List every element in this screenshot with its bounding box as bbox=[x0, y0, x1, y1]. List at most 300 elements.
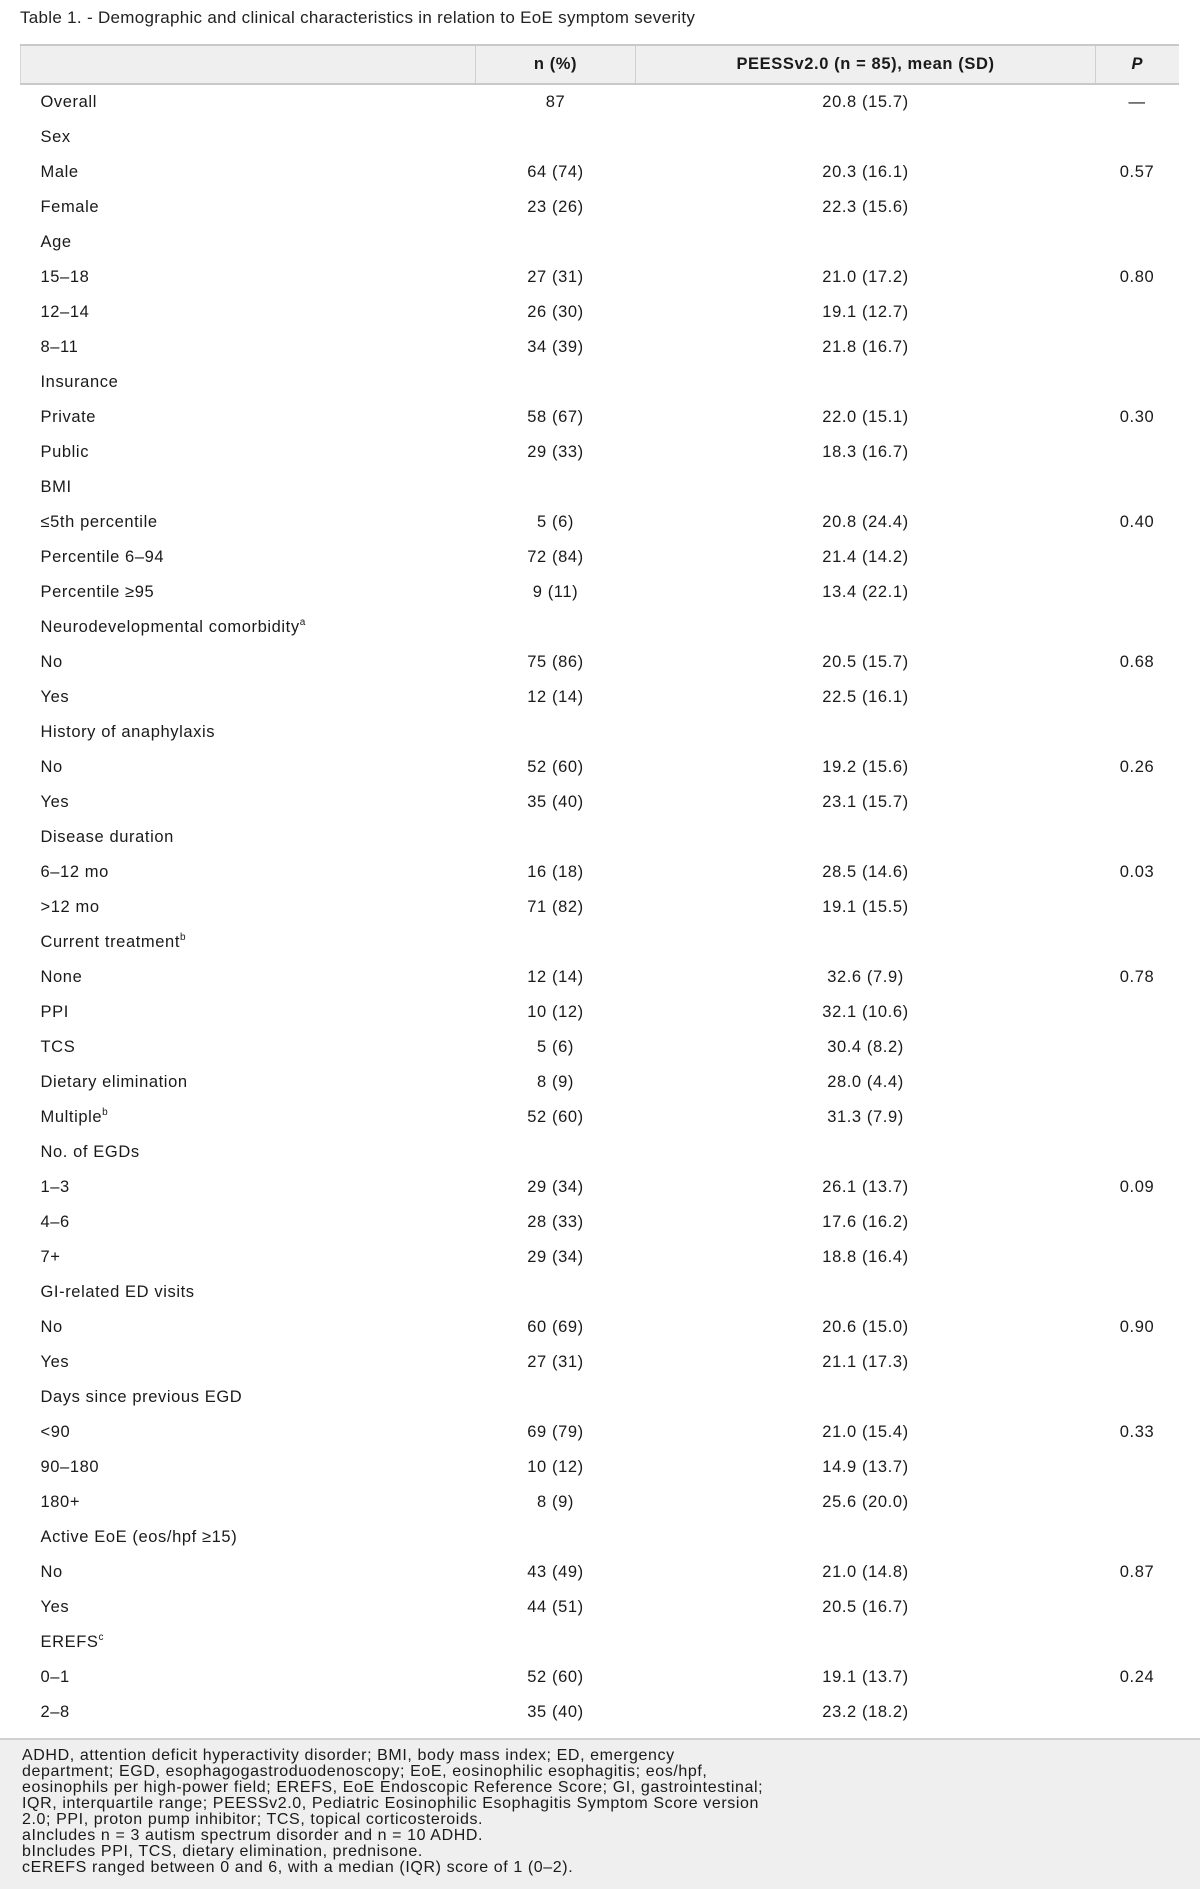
cell-p-value bbox=[1096, 1135, 1179, 1170]
cell-p-value bbox=[1096, 1065, 1179, 1100]
footnote-line: IQR, interquartile range; PEESSv2.0, Pediatric Eosinophilic Esophagitis Symptom Score version bbox=[22, 1795, 760, 1812]
cell-n-percent: 12 (14) bbox=[527, 968, 584, 986]
cell-p-value bbox=[1096, 1520, 1179, 1555]
cell-p-value: 0.90 bbox=[1119, 1318, 1155, 1336]
cell-p-value bbox=[1096, 820, 1179, 855]
table-row bbox=[21, 820, 1179, 855]
cell-peess-mean: 14.9 (13.7) bbox=[822, 1458, 909, 1476]
table-container bbox=[20, 44, 1178, 1730]
cell-p-value bbox=[1096, 435, 1179, 470]
cell-p-value: 0.09 bbox=[1119, 1178, 1155, 1196]
row-label bbox=[21, 680, 476, 715]
cell-peess-mean: 19.2 (15.6) bbox=[822, 758, 909, 776]
cell-n-percent bbox=[476, 715, 636, 750]
row-label-text: GI-related ED visits bbox=[40, 1283, 195, 1301]
cell-n-percent bbox=[476, 1135, 636, 1170]
cell-p-value bbox=[1096, 1695, 1179, 1730]
row-label-text: 8–11 bbox=[40, 338, 79, 356]
cell-n-percent bbox=[476, 365, 636, 400]
footnote-marker: b bbox=[180, 932, 187, 943]
cell-peess-mean: 18.3 (16.7) bbox=[822, 443, 909, 461]
cell-peess-mean: 21.8 (16.7) bbox=[822, 338, 909, 356]
row-label bbox=[21, 1695, 476, 1730]
cell-p-value: 0.26 bbox=[1119, 758, 1155, 776]
cell-p-value: 0.24 bbox=[1119, 1668, 1155, 1686]
table-row bbox=[21, 1100, 1179, 1135]
table-row bbox=[21, 1030, 1179, 1065]
cell-n-percent: 16 (18) bbox=[527, 863, 584, 881]
cell-n-percent: 87 bbox=[545, 93, 566, 111]
table-row bbox=[21, 1170, 1179, 1205]
cell-n-percent bbox=[476, 470, 636, 505]
cell-n-percent: 44 (51) bbox=[527, 1598, 584, 1616]
row-label bbox=[21, 1310, 476, 1345]
table-row bbox=[21, 890, 1179, 925]
cell-peess-mean: 20.5 (15.7) bbox=[822, 653, 909, 671]
table-header bbox=[21, 45, 1179, 84]
cell-n-percent: 64 (74) bbox=[527, 163, 584, 181]
cell-p-value bbox=[1096, 225, 1179, 260]
cell-peess-mean: 21.0 (17.2) bbox=[822, 268, 909, 286]
row-label-text: 7+ bbox=[40, 1248, 61, 1266]
table-row bbox=[21, 855, 1179, 890]
cell-n-percent: 52 (60) bbox=[527, 1108, 584, 1126]
table-row bbox=[21, 1625, 1179, 1660]
cell-n-percent: 8 (9) bbox=[537, 1073, 574, 1091]
footnote-line: cEREFS ranged between 0 and 6, with a median (IQR) score of 1 (0–2). bbox=[22, 1859, 574, 1876]
row-label bbox=[21, 890, 476, 925]
row-label-text: 0–1 bbox=[40, 1668, 70, 1686]
cell-n-percent: 60 (69) bbox=[527, 1318, 584, 1336]
cell-n-percent bbox=[476, 1625, 636, 1660]
cell-n-percent: 69 (79) bbox=[527, 1423, 584, 1441]
cell-p-value bbox=[1096, 365, 1179, 400]
table-row bbox=[21, 1520, 1179, 1555]
cell-peess-mean: 30.4 (8.2) bbox=[827, 1038, 904, 1056]
cell-p-value: 0.33 bbox=[1119, 1423, 1155, 1441]
cell-n-percent bbox=[476, 610, 636, 645]
row-label-text: 90–180 bbox=[40, 1458, 100, 1476]
row-label bbox=[21, 1555, 476, 1590]
row-label-text: BMI bbox=[40, 478, 72, 496]
footnote-line: ADHD, attention deficit hyperactivity disorder; BMI, body mass index; ED, emergency bbox=[22, 1747, 675, 1764]
row-label bbox=[21, 155, 476, 190]
row-label bbox=[21, 1170, 476, 1205]
cell-n-percent: 71 (82) bbox=[527, 898, 584, 916]
row-label bbox=[21, 225, 476, 260]
cell-n-percent: 75 (86) bbox=[527, 653, 584, 671]
cell-n-percent: 8 (9) bbox=[537, 1493, 574, 1511]
row-label bbox=[21, 925, 476, 960]
row-label bbox=[21, 295, 476, 330]
cell-peess-mean: 23.2 (18.2) bbox=[822, 1703, 909, 1721]
cell-n-percent bbox=[476, 120, 636, 155]
cell-peess-mean bbox=[636, 225, 1096, 260]
cell-p-value bbox=[1096, 995, 1179, 1030]
row-label-text: Yes bbox=[40, 1598, 70, 1616]
row-label bbox=[21, 575, 476, 610]
row-label bbox=[21, 1660, 476, 1695]
cell-p-value: 0.80 bbox=[1119, 268, 1155, 286]
cell-n-percent: 43 (49) bbox=[527, 1563, 584, 1581]
cell-p-value bbox=[1096, 190, 1179, 225]
cell-p-value bbox=[1096, 1030, 1179, 1065]
row-label bbox=[21, 1275, 476, 1310]
footnote-marker: a bbox=[299, 617, 306, 628]
cell-p-value bbox=[1096, 1380, 1179, 1415]
row-label-text: Private bbox=[40, 408, 97, 426]
table-row bbox=[21, 120, 1179, 155]
cell-peess-mean: 28.5 (14.6) bbox=[822, 863, 909, 881]
cell-peess-mean: 25.6 (20.0) bbox=[822, 1493, 909, 1511]
row-label-text: Male bbox=[40, 163, 79, 181]
row-label bbox=[21, 1415, 476, 1450]
cell-peess-mean: 32.1 (10.6) bbox=[822, 1003, 909, 1021]
row-label-text: TCS bbox=[40, 1038, 76, 1056]
row-label-text: No. of EGDs bbox=[40, 1143, 140, 1161]
cell-n-percent: 28 (33) bbox=[527, 1213, 584, 1231]
row-label-text: Yes bbox=[40, 793, 70, 811]
cell-p-value: 0.68 bbox=[1119, 653, 1155, 671]
row-label bbox=[21, 1240, 476, 1275]
cell-n-percent bbox=[476, 1520, 636, 1555]
row-label bbox=[21, 1030, 476, 1065]
cell-n-percent: 26 (30) bbox=[527, 303, 584, 321]
cell-peess-mean bbox=[636, 1275, 1096, 1310]
table-row bbox=[21, 260, 1179, 295]
cell-peess-mean: 28.0 (4.4) bbox=[827, 1073, 904, 1091]
cell-n-percent: 5 (6) bbox=[537, 1038, 574, 1056]
cell-n-percent: 35 (40) bbox=[527, 1703, 584, 1721]
row-label bbox=[21, 505, 476, 540]
row-label-text: 180+ bbox=[40, 1493, 81, 1511]
row-label-text: <90 bbox=[40, 1423, 71, 1441]
table-row bbox=[21, 330, 1179, 365]
row-label bbox=[21, 330, 476, 365]
row-label bbox=[21, 610, 476, 645]
cell-peess-mean: 22.3 (15.6) bbox=[822, 198, 909, 216]
cell-peess-mean: 18.8 (16.4) bbox=[822, 1248, 909, 1266]
footnote-line: bIncludes PPI, TCS, dietary elimination, prednisone. bbox=[22, 1843, 423, 1860]
table-row bbox=[21, 1310, 1179, 1345]
row-label bbox=[21, 1100, 476, 1135]
row-label bbox=[21, 855, 476, 890]
cell-p-value bbox=[1096, 540, 1179, 575]
cell-p-value: 0.78 bbox=[1119, 968, 1155, 986]
cell-peess-mean bbox=[636, 1520, 1096, 1555]
row-label-text: Yes bbox=[40, 688, 70, 706]
cell-n-percent: 52 (60) bbox=[527, 758, 584, 776]
row-label bbox=[21, 84, 476, 120]
table-footnotes bbox=[0, 1738, 1200, 1889]
row-label-text: 6–12 mo bbox=[40, 863, 109, 881]
cell-peess-mean: 20.6 (15.0) bbox=[822, 1318, 909, 1336]
cell-peess-mean: 21.0 (14.8) bbox=[822, 1563, 909, 1581]
row-label-text: Percentile ≥95 bbox=[40, 583, 155, 601]
row-label bbox=[21, 365, 476, 400]
table-row bbox=[21, 84, 1179, 120]
table-row bbox=[21, 505, 1179, 540]
cell-p-value bbox=[1096, 1100, 1179, 1135]
row-label-text: Age bbox=[40, 233, 72, 251]
row-label-text: No bbox=[40, 1563, 63, 1581]
footnote-line: aIncludes n = 3 autism spectrum disorder and n = 10 ADHD. bbox=[22, 1827, 484, 1844]
row-label-text: EREFS bbox=[40, 1633, 99, 1651]
row-label-text: PPI bbox=[40, 1003, 69, 1021]
table-row bbox=[21, 190, 1179, 225]
cell-n-percent: 27 (31) bbox=[527, 268, 584, 286]
table-row bbox=[21, 1240, 1179, 1275]
cell-n-percent: 10 (12) bbox=[527, 1458, 584, 1476]
cell-n-percent: 35 (40) bbox=[527, 793, 584, 811]
footnote-line: department; EGD, esophagogastroduodenoscopy; EoE, eosinophilic esophagitis; eos/hpf, bbox=[22, 1763, 708, 1780]
cell-peess-mean: 17.6 (16.2) bbox=[822, 1213, 909, 1231]
cell-peess-mean bbox=[636, 120, 1096, 155]
cell-p-value bbox=[1096, 1485, 1179, 1520]
cell-p-value: 0.03 bbox=[1119, 863, 1155, 881]
row-label-text: 2–8 bbox=[40, 1703, 70, 1721]
table-row bbox=[21, 995, 1179, 1030]
row-label bbox=[21, 785, 476, 820]
cell-n-percent bbox=[476, 1275, 636, 1310]
cell-peess-mean: 32.6 (7.9) bbox=[827, 968, 904, 986]
cell-p-value: — bbox=[1128, 93, 1146, 111]
row-label-text: 12–14 bbox=[40, 303, 90, 321]
row-label-text: Days since previous EGD bbox=[40, 1388, 243, 1406]
cell-p-value bbox=[1096, 470, 1179, 505]
cell-p-value bbox=[1096, 295, 1179, 330]
footnote-marker: b bbox=[102, 1107, 109, 1118]
table-row bbox=[21, 960, 1179, 995]
table-row bbox=[21, 295, 1179, 330]
cell-p-value bbox=[1096, 1450, 1179, 1485]
cell-peess-mean bbox=[636, 820, 1096, 855]
row-label bbox=[21, 260, 476, 295]
table-row bbox=[21, 575, 1179, 610]
cell-peess-mean: 22.0 (15.1) bbox=[822, 408, 909, 426]
cell-n-percent bbox=[476, 925, 636, 960]
cell-peess-mean: 26.1 (13.7) bbox=[822, 1178, 909, 1196]
cell-peess-mean bbox=[636, 925, 1096, 960]
cell-peess-mean: 19.1 (12.7) bbox=[822, 303, 909, 321]
table-row bbox=[21, 225, 1179, 260]
cell-p-value bbox=[1096, 890, 1179, 925]
cell-peess-mean bbox=[636, 1625, 1096, 1660]
header-peess-mean: PEESSv2.0 (n = 85), mean (SD) bbox=[636, 45, 1096, 84]
cell-n-percent: 9 (11) bbox=[532, 583, 579, 601]
table-row bbox=[21, 1555, 1179, 1590]
row-label-text: Insurance bbox=[40, 373, 119, 391]
row-label-text: Overall bbox=[40, 93, 97, 111]
row-label bbox=[21, 1520, 476, 1555]
table-row bbox=[21, 1660, 1179, 1695]
row-label-text: Dietary elimination bbox=[40, 1073, 188, 1091]
cell-n-percent: 10 (12) bbox=[527, 1003, 584, 1021]
row-label-text: Neurodevelopmental comorbidity bbox=[40, 618, 300, 636]
table-row bbox=[21, 1135, 1179, 1170]
row-label bbox=[21, 1450, 476, 1485]
cell-n-percent: 12 (14) bbox=[527, 688, 584, 706]
cell-n-percent bbox=[476, 225, 636, 260]
row-label bbox=[21, 820, 476, 855]
cell-peess-mean: 23.1 (15.7) bbox=[822, 793, 909, 811]
row-label-text: None bbox=[40, 968, 83, 986]
row-label-text: Current treatment bbox=[40, 933, 181, 951]
row-label-text: 1–3 bbox=[40, 1178, 70, 1196]
row-label bbox=[21, 1625, 476, 1660]
cell-p-value: 0.30 bbox=[1119, 408, 1155, 426]
header-row bbox=[21, 45, 1179, 84]
table-row bbox=[21, 1345, 1179, 1380]
cell-peess-mean: 21.1 (17.3) bbox=[822, 1353, 909, 1371]
table-row bbox=[21, 785, 1179, 820]
cell-p-value bbox=[1096, 1590, 1179, 1625]
table-row bbox=[21, 540, 1179, 575]
cell-n-percent: 34 (39) bbox=[527, 338, 584, 356]
cell-n-percent: 58 (67) bbox=[527, 408, 584, 426]
cell-n-percent bbox=[476, 1380, 636, 1415]
cell-peess-mean: 31.3 (7.9) bbox=[827, 1108, 904, 1126]
cell-peess-mean: 20.3 (16.1) bbox=[822, 163, 909, 181]
cell-p-value bbox=[1096, 785, 1179, 820]
row-label bbox=[21, 995, 476, 1030]
cell-n-percent: 72 (84) bbox=[527, 548, 584, 566]
table-row bbox=[21, 1275, 1179, 1310]
table-row bbox=[21, 1590, 1179, 1625]
row-label-text: History of anaphylaxis bbox=[40, 723, 216, 741]
characteristics-table bbox=[20, 44, 1179, 1730]
row-label-text: Active EoE (eos/hpf ≥15) bbox=[40, 1528, 238, 1546]
row-label-text: Public bbox=[40, 443, 90, 461]
cell-peess-mean bbox=[636, 470, 1096, 505]
row-label bbox=[21, 1485, 476, 1520]
table-row bbox=[21, 715, 1179, 750]
row-label bbox=[21, 1065, 476, 1100]
cell-peess-mean: 21.4 (14.2) bbox=[822, 548, 909, 566]
cell-p-value bbox=[1096, 1240, 1179, 1275]
row-label-text: Multiple bbox=[40, 1108, 103, 1126]
row-label bbox=[21, 470, 476, 505]
row-label-text: ≤5th percentile bbox=[40, 513, 158, 531]
header-characteristic bbox=[21, 45, 476, 84]
cell-peess-mean: 21.0 (15.4) bbox=[822, 1423, 909, 1441]
cell-n-percent: 52 (60) bbox=[527, 1668, 584, 1686]
cell-n-percent: 29 (34) bbox=[527, 1248, 584, 1266]
table-row bbox=[21, 750, 1179, 785]
cell-p-value bbox=[1096, 1625, 1179, 1660]
cell-p-value bbox=[1096, 330, 1179, 365]
table-row bbox=[21, 1450, 1179, 1485]
table-row bbox=[21, 645, 1179, 680]
row-label bbox=[21, 1380, 476, 1415]
cell-peess-mean: 19.1 (13.7) bbox=[822, 1668, 909, 1686]
cell-n-percent: 5 (6) bbox=[537, 513, 574, 531]
cell-p-value bbox=[1096, 925, 1179, 960]
table-row bbox=[21, 1485, 1179, 1520]
cell-p-value bbox=[1096, 575, 1179, 610]
row-label-text: Percentile 6–94 bbox=[40, 548, 165, 566]
cell-n-percent: 29 (34) bbox=[527, 1178, 584, 1196]
cell-p-value bbox=[1096, 1345, 1179, 1380]
cell-peess-mean: 13.4 (22.1) bbox=[822, 583, 909, 601]
cell-n-percent bbox=[476, 820, 636, 855]
row-label-text: No bbox=[40, 1318, 63, 1336]
row-label bbox=[21, 750, 476, 785]
cell-p-value bbox=[1096, 1205, 1179, 1240]
cell-peess-mean bbox=[636, 715, 1096, 750]
table-row bbox=[21, 680, 1179, 715]
cell-peess-mean: 19.1 (15.5) bbox=[822, 898, 909, 916]
row-label-text: No bbox=[40, 758, 63, 776]
table-row bbox=[21, 1205, 1179, 1240]
cell-p-value bbox=[1096, 680, 1179, 715]
cell-p-value: 0.57 bbox=[1119, 163, 1155, 181]
cell-p-value: 0.87 bbox=[1119, 1563, 1155, 1581]
cell-peess-mean bbox=[636, 1135, 1096, 1170]
table-row bbox=[21, 400, 1179, 435]
cell-p-value bbox=[1096, 610, 1179, 645]
row-label bbox=[21, 960, 476, 995]
cell-peess-mean: 22.5 (16.1) bbox=[822, 688, 909, 706]
table-caption: Table 1. - Demographic and clinical characteristics in relation to EoE symptom severity bbox=[20, 8, 696, 27]
row-label-text: >12 mo bbox=[40, 898, 100, 916]
header-n-percent: n (%) bbox=[476, 45, 636, 84]
row-label bbox=[21, 540, 476, 575]
row-label bbox=[21, 1205, 476, 1240]
row-label-text: Sex bbox=[40, 128, 71, 146]
row-label bbox=[21, 645, 476, 680]
table-row bbox=[21, 1065, 1179, 1100]
table-row bbox=[21, 365, 1179, 400]
table-body bbox=[21, 84, 1179, 1730]
cell-p-value: 0.40 bbox=[1119, 513, 1155, 531]
row-label-text: No bbox=[40, 653, 63, 671]
footnote-marker: c bbox=[98, 1632, 105, 1643]
row-label-text: Female bbox=[40, 198, 100, 216]
cell-n-percent: 27 (31) bbox=[527, 1353, 584, 1371]
cell-peess-mean: 20.8 (24.4) bbox=[822, 513, 909, 531]
table-row bbox=[21, 1695, 1179, 1730]
row-label bbox=[21, 715, 476, 750]
table-row bbox=[21, 610, 1179, 645]
row-label bbox=[21, 1135, 476, 1170]
cell-peess-mean bbox=[636, 610, 1096, 645]
table-row bbox=[21, 155, 1179, 190]
row-label-text: 15–18 bbox=[40, 268, 90, 286]
cell-peess-mean: 20.5 (16.7) bbox=[822, 1598, 909, 1616]
cell-peess-mean bbox=[636, 1380, 1096, 1415]
row-label bbox=[21, 435, 476, 470]
table-row bbox=[21, 1415, 1179, 1450]
row-label bbox=[21, 1345, 476, 1380]
cell-n-percent: 29 (33) bbox=[527, 443, 584, 461]
header-p-value: P bbox=[1096, 45, 1179, 84]
table-row bbox=[21, 925, 1179, 960]
cell-p-value bbox=[1096, 1275, 1179, 1310]
cell-p-value bbox=[1096, 715, 1179, 750]
footnote-text bbox=[22, 1748, 1182, 1876]
cell-peess-mean bbox=[636, 365, 1096, 400]
table-row bbox=[21, 435, 1179, 470]
row-label bbox=[21, 190, 476, 225]
footnote-line: eosinophils per high-power field; EREFS, EoE Endoscopic Reference Score; GI, gastrointestinal; bbox=[22, 1779, 764, 1796]
row-label bbox=[21, 400, 476, 435]
row-label-text: Disease duration bbox=[40, 828, 174, 846]
table-row bbox=[21, 1380, 1179, 1415]
row-label-text: Yes bbox=[40, 1353, 70, 1371]
table-row bbox=[21, 470, 1179, 505]
cell-p-value bbox=[1096, 120, 1179, 155]
